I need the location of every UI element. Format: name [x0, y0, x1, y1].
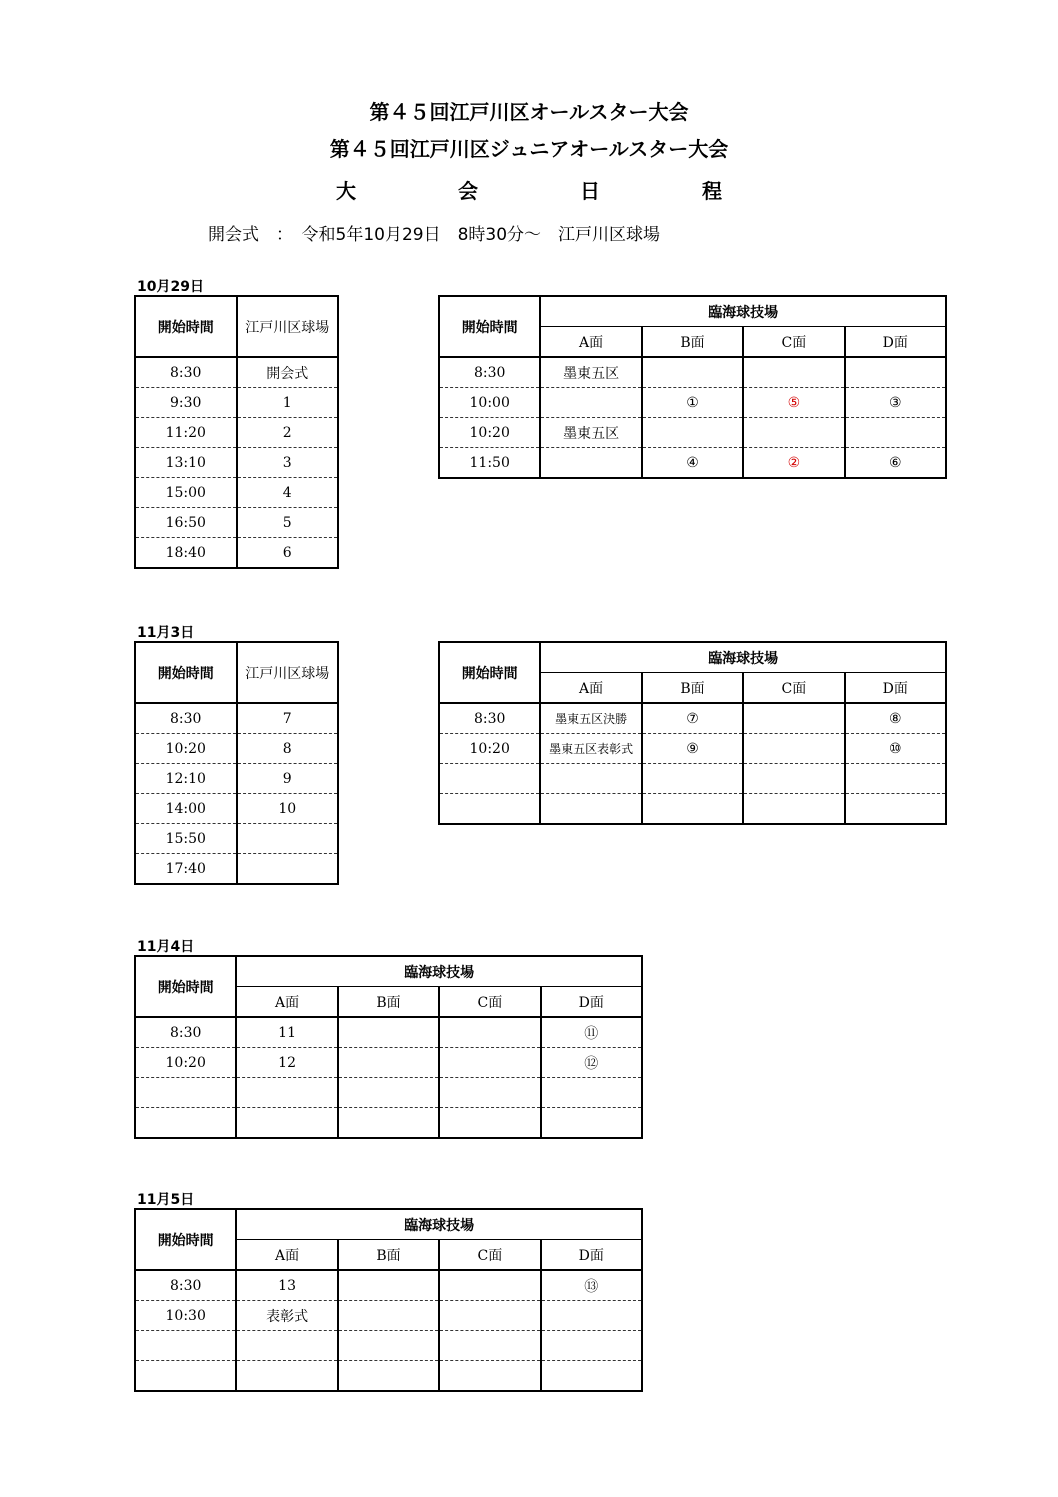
start-time-header: 開始時間: [439, 642, 540, 703]
match-cell: [743, 703, 844, 734]
schedule-row: [135, 1108, 642, 1139]
schedule-row: [135, 1301, 642, 1331]
edogawa-header: 江戸川区球場: [237, 642, 339, 703]
start-time-header: 開始時間: [135, 642, 237, 703]
rinkai-schedule-day3: [134, 955, 643, 1139]
match-cell: [540, 794, 641, 825]
start-time-cell: 12:10: [135, 764, 237, 794]
match-cell: ⑩: [845, 734, 946, 764]
court-c-header: C面: [743, 673, 844, 704]
match-cell: [439, 1270, 540, 1301]
rinkai-schedule-day4: [134, 1208, 643, 1392]
match-cell: 4: [237, 478, 339, 508]
schedule-row: [135, 448, 338, 478]
match-cell: [237, 824, 339, 854]
edogawa-schedule-day2: [134, 641, 339, 885]
match-cell: [743, 764, 844, 794]
match-cell: 3: [237, 448, 339, 478]
match-cell: [338, 1361, 439, 1392]
match-cell: [540, 448, 641, 479]
match-cell: [541, 1301, 642, 1331]
schedule-row: [439, 764, 946, 794]
schedule-row: [135, 1048, 642, 1078]
schedule-row: [135, 764, 338, 794]
start-time-cell: 8:30: [439, 703, 540, 734]
court-a-header: A面: [236, 987, 337, 1018]
schedule-row: [135, 357, 338, 388]
start-time-header: 開始時間: [135, 296, 237, 357]
match-cell: 2: [237, 418, 339, 448]
schedule-row: [439, 357, 946, 388]
match-cell: [236, 1108, 337, 1139]
match-cell: [743, 418, 844, 448]
match-cell: 1: [237, 388, 339, 418]
match-cell: [338, 1301, 439, 1331]
schedule-row: [135, 1270, 642, 1301]
match-cell: [338, 1078, 439, 1108]
schedule-heading-char: 日: [579, 179, 600, 203]
match-cell: [439, 1331, 540, 1361]
match-cell: [541, 1361, 642, 1392]
match-cell: ⑬: [541, 1270, 642, 1301]
court-c-header: C面: [439, 1240, 540, 1271]
court-d-header: D面: [541, 987, 642, 1018]
match-cell: ④: [642, 448, 743, 479]
match-cell: [439, 1078, 540, 1108]
start-time-cell: 8:30: [135, 703, 237, 734]
start-time-header: 開始時間: [135, 956, 236, 1017]
match-cell: ②: [743, 448, 844, 479]
match-cell: [236, 1331, 337, 1361]
schedule-row: [439, 703, 946, 734]
match-cell: [845, 764, 946, 794]
schedule-row: [439, 734, 946, 764]
schedule-row: [135, 538, 338, 569]
court-a-header: A面: [236, 1240, 337, 1271]
start-time-cell: [135, 1361, 236, 1392]
edogawa-header: 江戸川区球場: [237, 296, 339, 357]
schedule-row: [439, 388, 946, 418]
start-time-cell: 13:10: [135, 448, 237, 478]
start-time-cell: [135, 1078, 236, 1108]
schedule-row: [135, 1078, 642, 1108]
match-cell: 墨東五区: [540, 418, 641, 448]
tournament-title: 第４５回江戸川区オールスター大会: [369, 100, 689, 124]
schedule-row: [135, 478, 338, 508]
match-cell: 墨東五区: [540, 357, 641, 388]
match-cell: 表彰式: [236, 1301, 337, 1331]
start-time-cell: 17:40: [135, 854, 237, 885]
match-cell: 9: [237, 764, 339, 794]
start-time-cell: [135, 1108, 236, 1139]
court-c-header: C面: [743, 327, 844, 358]
start-time-cell: 10:20: [439, 418, 540, 448]
match-cell: [236, 1078, 337, 1108]
match-cell: 8: [237, 734, 339, 764]
schedule-row: [135, 854, 338, 885]
match-cell: [743, 357, 844, 388]
match-cell: [439, 1301, 540, 1331]
schedule-row: [135, 794, 338, 824]
schedule-row: [439, 448, 946, 479]
schedule-heading-char: 会: [458, 179, 479, 203]
start-time-cell: 9:30: [135, 388, 237, 418]
match-cell: ⑥: [845, 448, 946, 479]
match-cell: ①: [642, 388, 743, 418]
match-cell: [642, 764, 743, 794]
start-time-cell: 11:20: [135, 418, 237, 448]
match-cell: [338, 1108, 439, 1139]
start-time-cell: [439, 794, 540, 825]
court-d-header: D面: [541, 1240, 642, 1271]
rinkai-header: 臨海球技場: [236, 1209, 642, 1240]
rinkai-schedule-day1: [438, 295, 947, 479]
match-cell: [845, 794, 946, 825]
start-time-cell: 10:30: [135, 1301, 236, 1331]
court-d-header: D面: [845, 327, 946, 358]
rinkai-header: 臨海球技場: [540, 296, 946, 327]
start-time-cell: [135, 1331, 236, 1361]
edogawa-schedule-day1: [134, 295, 339, 569]
court-a-header: A面: [540, 327, 641, 358]
match-cell: [338, 1331, 439, 1361]
match-cell: ⑫: [541, 1048, 642, 1078]
match-cell: [439, 1361, 540, 1392]
court-b-header: B面: [338, 987, 439, 1018]
schedule-heading-char: 大: [336, 179, 357, 203]
match-cell: [541, 1108, 642, 1139]
schedule-row: [135, 1361, 642, 1392]
match-cell: 13: [236, 1270, 337, 1301]
start-time-cell: 10:20: [135, 734, 237, 764]
match-cell: [338, 1017, 439, 1048]
court-a-header: A面: [540, 673, 641, 704]
start-time-cell: 8:30: [135, 1270, 236, 1301]
court-b-header: B面: [642, 673, 743, 704]
match-cell: 6: [237, 538, 339, 569]
match-cell: [540, 764, 641, 794]
match-cell: ③: [845, 388, 946, 418]
schedule-heading-char: 程: [701, 179, 722, 203]
match-cell: [642, 357, 743, 388]
start-time-cell: 15:00: [135, 478, 237, 508]
rinkai-schedule-day2: [438, 641, 947, 825]
match-cell: [541, 1078, 642, 1108]
match-cell: [338, 1048, 439, 1078]
schedule-row: [439, 418, 946, 448]
match-cell: [540, 388, 641, 418]
junior-tournament-title: 第４５回江戸川区ジュニアオールスター大会: [329, 137, 729, 161]
match-cell: 開会式: [237, 357, 339, 388]
start-time-cell: 8:30: [135, 357, 237, 388]
start-time-cell: 10:20: [135, 1048, 236, 1078]
start-time-cell: 10:20: [439, 734, 540, 764]
start-time-cell: 8:30: [439, 357, 540, 388]
match-cell: [338, 1270, 439, 1301]
match-cell: [541, 1331, 642, 1361]
schedule-row: [135, 388, 338, 418]
match-cell: [237, 854, 339, 885]
match-cell: ⑤: [743, 388, 844, 418]
schedule-row: [439, 794, 946, 825]
match-cell: 10: [237, 794, 339, 824]
match-cell: 12: [236, 1048, 337, 1078]
schedule-row: [135, 703, 338, 734]
match-cell: [439, 1017, 540, 1048]
date-label-day4: 11月5日: [137, 1192, 195, 1208]
match-cell: [845, 418, 946, 448]
court-b-header: B面: [642, 327, 743, 358]
match-cell: 11: [236, 1017, 337, 1048]
start-time-cell: 15:50: [135, 824, 237, 854]
start-time-header: 開始時間: [135, 1209, 236, 1270]
match-cell: [743, 734, 844, 764]
court-d-header: D面: [845, 673, 946, 704]
rinkai-header: 臨海球技場: [236, 956, 642, 987]
schedule-row: [135, 824, 338, 854]
match-cell: 墨東五区表彰式: [540, 734, 641, 764]
date-label-day3: 11月4日: [137, 939, 195, 955]
match-cell: [439, 1048, 540, 1078]
start-time-cell: 11:50: [439, 448, 540, 479]
schedule-row: [135, 734, 338, 764]
date-label-day1: 10月29日: [137, 279, 204, 295]
schedule-row: [135, 508, 338, 538]
match-cell: ⑦: [642, 703, 743, 734]
start-time-header: 開始時間: [439, 296, 540, 357]
rinkai-header: 臨海球技場: [540, 642, 946, 673]
start-time-cell: 10:00: [439, 388, 540, 418]
start-time-cell: [439, 764, 540, 794]
start-time-cell: 14:00: [135, 794, 237, 824]
schedule-row: [135, 1331, 642, 1361]
match-cell: 墨東五区決勝: [540, 703, 641, 734]
opening-ceremony-info: 開会式 ： 令和5年10月29日 8時30分～ 江戸川区球場: [208, 225, 661, 245]
match-cell: [845, 357, 946, 388]
match-cell: [439, 1108, 540, 1139]
match-cell: ⑪: [541, 1017, 642, 1048]
court-c-header: C面: [439, 987, 540, 1018]
start-time-cell: 18:40: [135, 538, 237, 569]
schedule-row: [135, 418, 338, 448]
match-cell: [743, 794, 844, 825]
start-time-cell: 16:50: [135, 508, 237, 538]
date-label-day2: 11月3日: [137, 625, 195, 641]
match-cell: 7: [237, 703, 339, 734]
match-cell: [642, 418, 743, 448]
match-cell: ⑧: [845, 703, 946, 734]
match-cell: ⑨: [642, 734, 743, 764]
match-cell: [236, 1361, 337, 1392]
match-cell: 5: [237, 508, 339, 538]
match-cell: [642, 794, 743, 825]
court-b-header: B面: [338, 1240, 439, 1271]
schedule-row: [135, 1017, 642, 1048]
start-time-cell: 8:30: [135, 1017, 236, 1048]
schedule-heading: [0, 175, 1058, 204]
